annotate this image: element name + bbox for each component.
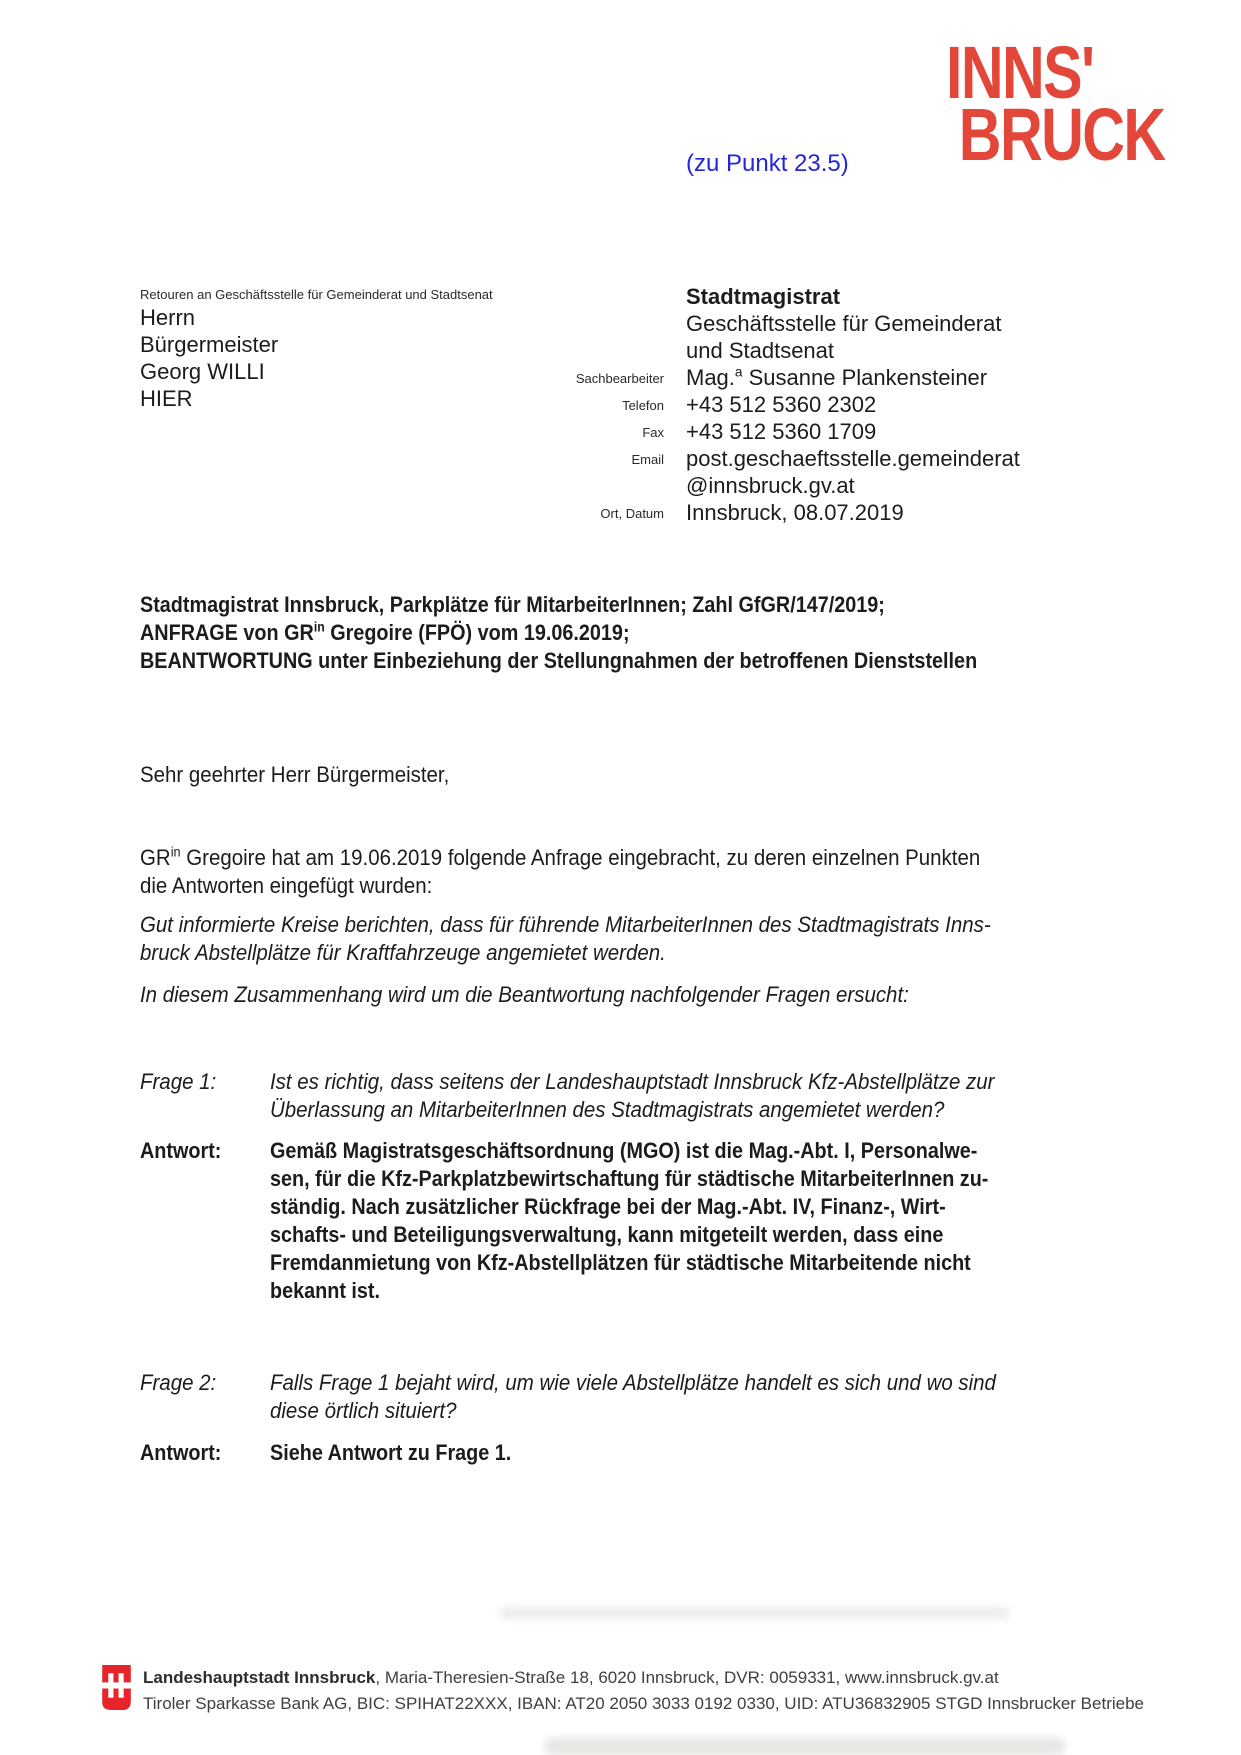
subject-line-2-pre: ANFRAGE von GR — [140, 620, 314, 645]
salutation: Sehr geehrter Herr Bürgermeister, — [140, 762, 450, 787]
recipient-line: Georg WILLI — [140, 359, 265, 384]
antwort-2-line: Siehe Antwort zu Frage 1. — [270, 1440, 512, 1465]
sachbearbeiter-value-post: Susanne Plankensteiner — [742, 365, 988, 390]
ort-datum-label: Ort, Datum — [600, 506, 664, 521]
frage-2-line: diese örtlich situiert? — [270, 1398, 457, 1423]
sachbearbeiter-label: Sachbearbeiter — [575, 371, 664, 386]
agenda-ref-note: (zu Punkt 23.5) — [686, 150, 849, 177]
innsbruck-logo — [946, 31, 1165, 176]
frage-2-label: Frage 2: — [140, 1370, 217, 1395]
quote-line-1: Gut informierte Kreise berichten, dass für führende MitarbeiterInnen des Stadtmagistrats Inns- — [140, 912, 991, 937]
frage-1-line: Überlassung an MitarbeiterInnen des Stadtmagistrats angemietet werden? — [270, 1097, 945, 1122]
ort-datum-value: Innsbruck, 08.07.2019 — [686, 500, 904, 525]
recipient-line: Bürgermeister — [140, 332, 279, 357]
fax-value: +43 512 5360 1709 — [686, 419, 877, 444]
telefon-label: Telefon — [622, 398, 664, 413]
email-value-line: post.geschaeftsstelle.gemeinderat — [686, 446, 1020, 471]
office-dept-line: und Stadtsenat — [686, 338, 835, 363]
intro-line-1-sup: in — [170, 844, 181, 860]
recipient-line: HIER — [140, 386, 193, 411]
email-label: Email — [631, 452, 664, 467]
antwort-1-line: Gemäß Magistratsgeschäftsordnung (MGO) ist die Mag.-Abt. I, Personalwe- — [270, 1138, 978, 1163]
antwort-1-label: Antwort: — [140, 1138, 222, 1163]
footer-line-1 — [143, 1668, 999, 1688]
office-name: Stadtmagistrat — [686, 284, 841, 309]
telefon-value: +43 512 5360 2302 — [686, 392, 877, 417]
recipient-line: Herrn — [140, 305, 196, 330]
intro-line-2: die Antworten eingefügt wurden: — [140, 873, 433, 898]
frage-1-line: Ist es richtig, dass seitens der Landeshauptstadt Innsbruck Kfz-Abstellplätze zur — [270, 1069, 995, 1094]
subject-line-2 — [140, 620, 630, 646]
scan-artifact — [500, 1607, 1010, 1619]
antwort-1-line: ständig. Nach zusätzlicher Rückfrage bei der Mag.-Abt. IV, Finanz-, Wirt- — [270, 1194, 946, 1219]
subject-line-1: Stadtmagistrat Innsbruck, Parkplätze für MitarbeiterInnen; Zahl GfGR/147/2019; — [140, 592, 885, 617]
office-dept-line: Geschäftsstelle für Gemeinderat — [686, 311, 1002, 336]
footer-line-1-rest: , Maria-Theresien-Straße 18, 6020 Innsbruck, DVR: 0059331, www.innsbruck.gv.at — [375, 1668, 999, 1687]
antwort-2-label: Antwort: — [140, 1440, 222, 1465]
intro-line-1-post: Gregoire hat am 19.06.2019 folgende Anfrage eingebracht, zu deren einzelnen Punkten — [180, 845, 981, 870]
logo-line-2: BRUCK — [958, 93, 1165, 176]
innsbruck-crest-icon — [101, 1664, 132, 1711]
subject-line-2-sup: in — [313, 619, 325, 635]
subject-line-3: BEANTWORTUNG unter Einbeziehung der Stellungnahmen der betroffenen Dienststellen — [140, 648, 978, 673]
frage-1-label: Frage 1: — [140, 1069, 217, 1094]
quote-line-2: bruck Abstellplätze für Kraftfahrzeuge angemietet werden. — [140, 940, 666, 965]
intro-line-1 — [140, 845, 980, 871]
sachbearbeiter-value — [686, 365, 987, 391]
scan-artifact — [545, 1738, 1065, 1755]
footer-line-2: Tiroler Sparkasse Bank AG, BIC: SPIHAT22XXX, IBAN: AT20 2050 3033 0192 0330, UID: ATU36832905 STGD Innsbrucker Betriebe — [143, 1694, 1144, 1713]
subject-line-2-post: Gregoire (FPÖ) vom 19.06.2019; — [324, 620, 630, 645]
antwort-1-line: bekannt ist. — [270, 1278, 381, 1303]
antwort-1-line: sen, für die Kfz-Parkplatzbewirtschaftung für städtische MitarbeiterInnen zu- — [270, 1166, 989, 1191]
antwort-1-line: schafts- und Beteiligungsverwaltung, kann mitgeteilt werden, dass eine — [270, 1222, 944, 1247]
antwort-1-line: Fremdanmietung von Kfz-Abstellplätzen für städtische Mitarbeitende nicht — [270, 1250, 971, 1275]
quote-line-3: In diesem Zusammenhang wird um die Beantwortung nachfolgender Fragen ersucht: — [140, 982, 909, 1007]
fax-label: Fax — [642, 425, 664, 440]
frage-2-line: Falls Frage 1 bejaht wird, um wie viele Abstellplätze handelt es sich und wo sind — [270, 1370, 996, 1395]
footer-org-name: Landeshauptstadt Innsbruck — [143, 1668, 376, 1687]
retouren-note: Retouren an Geschäftsstelle für Gemeinderat und Stadtsenat — [140, 287, 493, 302]
email-value-line: @innsbruck.gv.at — [686, 473, 855, 498]
intro-line-1-pre: GR — [140, 845, 171, 870]
sachbearbeiter-value-pre: Mag. — [686, 365, 735, 390]
logo-line-1: INNS' — [946, 31, 1094, 114]
sachbearbeiter-value-sup: a — [734, 364, 743, 380]
